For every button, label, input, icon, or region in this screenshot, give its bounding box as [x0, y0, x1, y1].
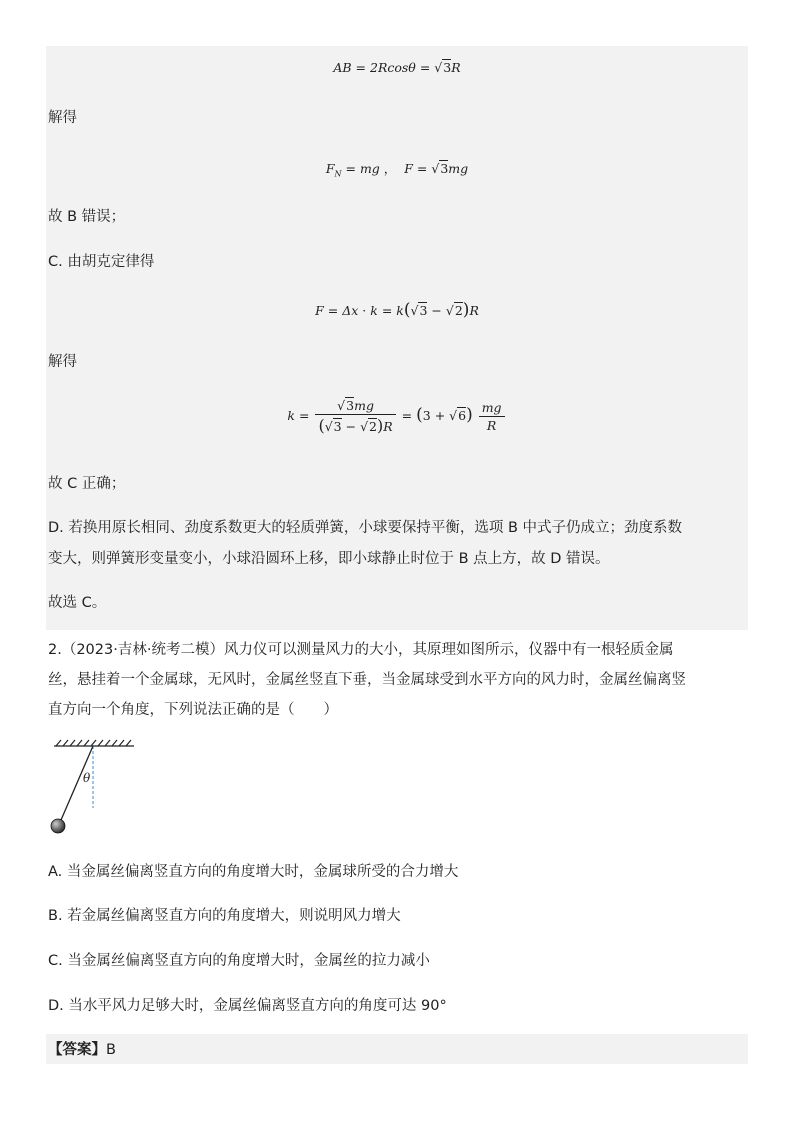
equation-hooke: F = Δx · k = k(√3 − √2)R: [315, 300, 479, 320]
option-d: D. 当水平风力足够大时，金属丝偏离竖直方向的角度可达 90°: [48, 998, 447, 1014]
equation-fn: $F_N$ = mg ， F = √3mg: [325, 161, 469, 179]
solve-text-1: 解得: [48, 110, 77, 126]
wind-meter-figure: [48, 738, 142, 838]
answer-value: B: [106, 1042, 116, 1058]
answer-label: 【答案】: [48, 1042, 106, 1058]
answer-background: [46, 1034, 748, 1064]
question-line-3: 直方向一个角度，下列说法正确的是（ ）: [48, 702, 338, 718]
d-text-line-2: 变大，则弹簧形变量变小，小球沿圆环上移，即小球静止时位于 B 点上方，故 D 错误。: [48, 551, 610, 567]
choose-text: 故选 C。: [48, 595, 107, 611]
equation-ab: AB = 2Rcosθ = √3R: [333, 60, 461, 75]
c-right-text: 故 C 正确；: [48, 476, 126, 492]
equation-k: k = $\frac{√3mg}{(√3 - √2)R}$ = (3 + √6) $\frac{mg}{R}$: [46, 398, 748, 435]
theta-label: θ: [83, 771, 91, 785]
solution-background: [46, 46, 748, 630]
option-b: B. 若金属丝偏离竖直方向的角度增大，则说明风力增大: [48, 908, 401, 924]
question-line-1: 2.（2023·吉林·统考二模）风力仪可以测量风力的大小，其原理如图所示，仪器中有一根轻质金属: [48, 642, 674, 658]
ceiling-hatch: [54, 740, 134, 746]
answer-line: [48, 1040, 116, 1060]
option-a: A. 当金属丝偏离竖直方向的角度增大时，金属球所受的合力增大: [48, 864, 459, 880]
b-wrong-text: 故 B 错误；: [48, 209, 126, 225]
c-intro-text: C. 由胡克定律得: [48, 254, 155, 270]
question-line-2: 丝，悬挂着一个金属球，无风时，金属丝竖直下垂，当金属球受到水平方向的风力时，金属丝偏离竖: [48, 672, 686, 688]
metal-ball: [51, 819, 65, 833]
d-text-line-1: D. 若换用原长相同、劲度系数更大的轻质弹簧，小球要保持平衡，选项 B 中式子仍成立；劲度系数: [48, 520, 683, 536]
solve-text-2: 解得: [48, 354, 77, 370]
option-c: C. 当金属丝偏离竖直方向的角度增大时，金属丝的拉力减小: [48, 953, 430, 969]
